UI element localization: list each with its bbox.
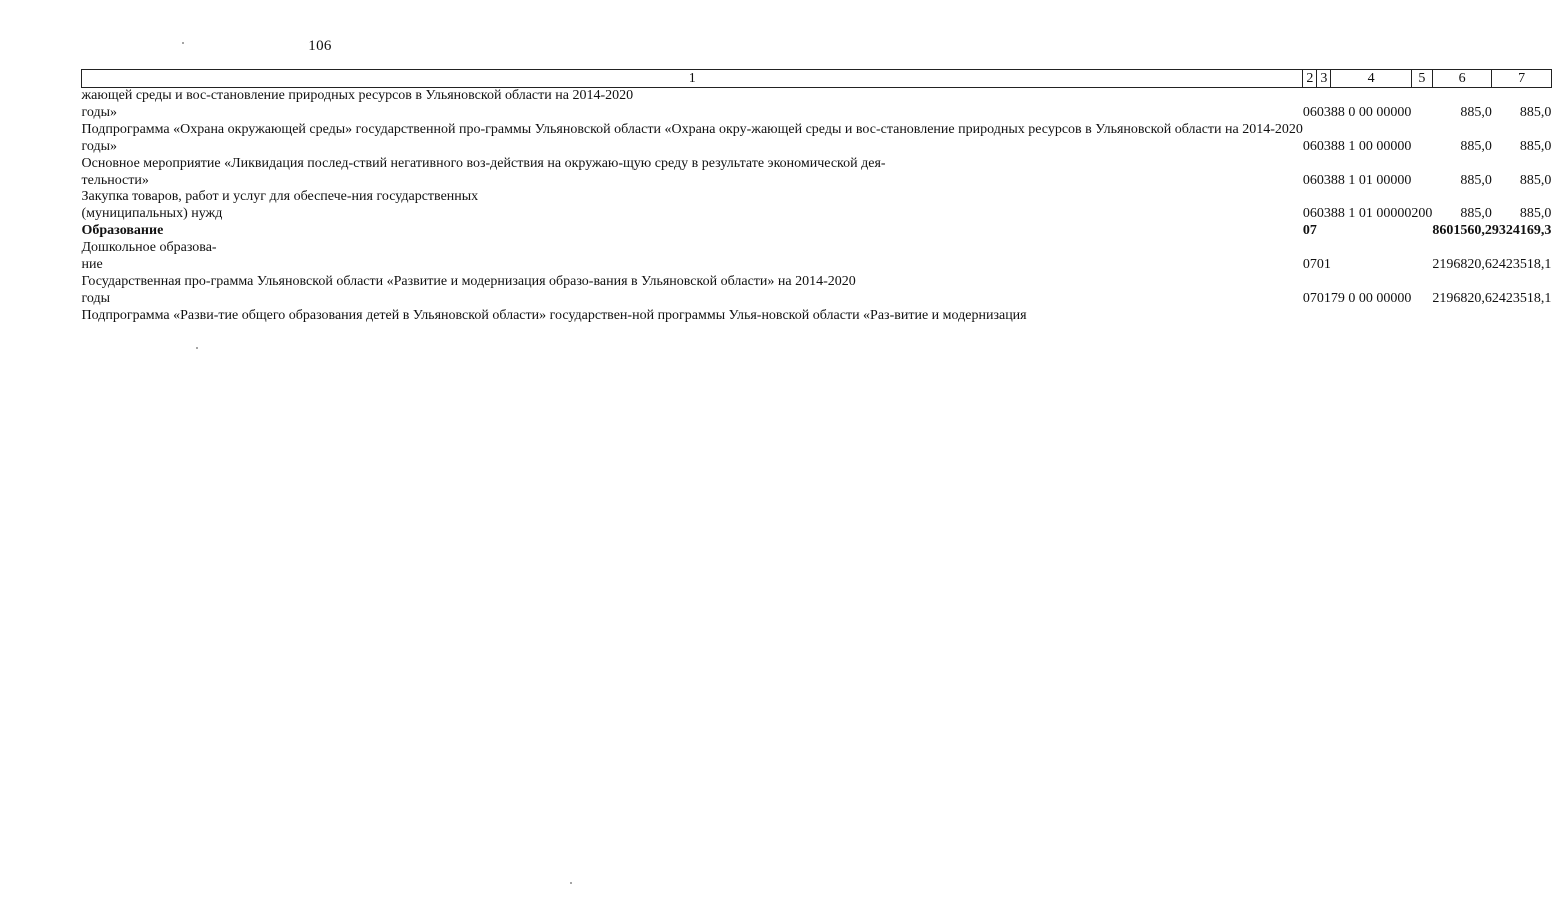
row-section: [1303, 308, 1317, 325]
header-col-4: 4: [1331, 70, 1412, 88]
table-row: [82, 189, 1552, 223]
header-col-5: 5: [1411, 70, 1432, 88]
row-section: 06: [1302, 206, 1317, 222]
row-target-article: [1331, 240, 1412, 274]
row-name: [82, 156, 1303, 190]
header-row: [82, 70, 1552, 88]
row-amount-year1: 885,0: [1460, 172, 1492, 188]
row-section: 06: [1302, 172, 1317, 188]
row-expense-type: [1411, 274, 1432, 308]
row-subsection: 03: [1316, 138, 1331, 154]
table-row: [82, 308, 1552, 325]
scan-speck: [182, 42, 184, 44]
header-col-2: 2: [1303, 70, 1317, 88]
table-row: [82, 122, 1552, 156]
scan-speck: [570, 882, 572, 884]
row-section: 06: [1302, 104, 1317, 120]
row-amount-year1: 2196820,6: [1432, 257, 1492, 273]
row-subsection: 03: [1316, 104, 1331, 120]
row-name-text: Основное мероприятие «Ликвидация послед-ствий негативного воз-действия на окружаю-щую среду в результате экономической дея-: [81, 155, 886, 171]
row-name-last-line: годы»: [81, 104, 118, 120]
row-target-article: 88 1 00 00000: [1330, 138, 1412, 154]
row-amount-year2: 885,0: [1519, 138, 1552, 154]
budget-table: [81, 69, 1552, 325]
row-expense-type: [1411, 88, 1432, 122]
row-expense-type: [1411, 240, 1432, 274]
row-subsection: 01: [1316, 257, 1331, 273]
row-name: [82, 274, 1303, 308]
row-amount-year1: [1432, 308, 1492, 325]
row-subsection: 03: [1316, 172, 1331, 188]
row-section: 07: [1302, 223, 1317, 239]
row-name-last-line: тельности»: [81, 172, 149, 188]
row-amount-year1: 885,0: [1460, 206, 1492, 222]
row-name-last-line: ние: [81, 257, 103, 273]
header-col-1: 1: [82, 70, 1303, 88]
row-amount-year2: 885,0: [1519, 172, 1552, 188]
row-section: 07: [1302, 290, 1317, 306]
table-row: [82, 88, 1552, 122]
row-amount-year2: 9324169,3: [1491, 223, 1552, 239]
row-amount-year1: 2196820,6: [1432, 290, 1492, 306]
row-amount-year2: 2423518,1: [1491, 257, 1552, 273]
row-amount-year1: 8601560,2: [1432, 223, 1492, 239]
row-expense-type: [1411, 156, 1432, 190]
row-name: [82, 189, 1303, 223]
row-amount-year2: 2423518,1: [1491, 290, 1552, 306]
row-target-article: 88 1 01 00000: [1330, 206, 1412, 222]
row-name: [82, 223, 1303, 240]
row-target-article: [1331, 308, 1412, 325]
header-col-3: 3: [1317, 70, 1331, 88]
row-expense-type: 200: [1411, 206, 1433, 222]
row-name-last-line: годы: [81, 290, 111, 306]
row-name-last-line: Образование: [81, 223, 164, 239]
row-target-article: [1331, 223, 1412, 240]
row-name: [82, 88, 1303, 122]
row-name: [82, 122, 1303, 156]
row-section: 06: [1302, 138, 1317, 154]
header-col-7: 7: [1492, 70, 1552, 88]
row-subsection: 03: [1316, 206, 1331, 222]
table-row: [82, 240, 1552, 274]
row-expense-type: [1411, 122, 1432, 156]
scan-speck: [196, 347, 198, 349]
row-target-article: 88 1 01 00000: [1330, 172, 1412, 188]
row-subsection: 01: [1316, 290, 1331, 306]
row-amount-year1: 885,0: [1460, 104, 1492, 120]
row-subsection: [1317, 308, 1331, 325]
row-expense-type: [1411, 223, 1432, 240]
row-amount-year1: 885,0: [1460, 138, 1492, 154]
table-row: [82, 274, 1552, 308]
row-name-text: Закупка товаров, работ и услуг для обеспече-ния государственных: [81, 189, 479, 205]
table-row: [82, 156, 1552, 190]
row-subsection: [1317, 223, 1331, 240]
row-expense-type: [1411, 308, 1432, 325]
row-name-text: Дошкольное образова-: [81, 240, 217, 256]
row-name-text: Государственная про-грамма Ульяновской области «Развитие и модернизация образо-вания в Ульяновской области» на 2014-2020: [81, 273, 856, 289]
row-name-last-line: (муниципальных) нужд: [81, 206, 223, 222]
row-amount-year2: 885,0: [1519, 104, 1552, 120]
row-amount-year2: [1492, 308, 1552, 325]
table-body: [82, 88, 1552, 325]
row-name-last-line: годы»: [81, 138, 118, 154]
page-number: 106: [308, 38, 332, 54]
row-name-text: жающей среды и вос-становление природных ресурсов в Ульяновской области на 2014-2020: [81, 88, 634, 103]
row-section: 07: [1302, 257, 1317, 273]
row-target-article: 79 0 00 00000: [1330, 290, 1412, 306]
row-name-text: Подпрограмма «Охрана окружающей среды» государственной про-граммы Ульяновской области «Охрана окру-жающей среды и вос-становление природных ресурсов в Ульяновской области на 2014-2020: [81, 121, 1303, 137]
row-target-article: 88 0 00 00000: [1330, 104, 1412, 120]
header-col-6: 6: [1432, 70, 1492, 88]
row-name: [82, 240, 1303, 274]
table-row: [82, 223, 1552, 240]
row-name: [82, 308, 1303, 325]
row-amount-year2: 885,0: [1519, 206, 1552, 222]
row-name-text: Подпрограмма «Разви-тие общего образования детей в Ульяновской области» государствен-ной программы Улья-новской области «Раз-витие и модернизация: [81, 307, 1027, 323]
